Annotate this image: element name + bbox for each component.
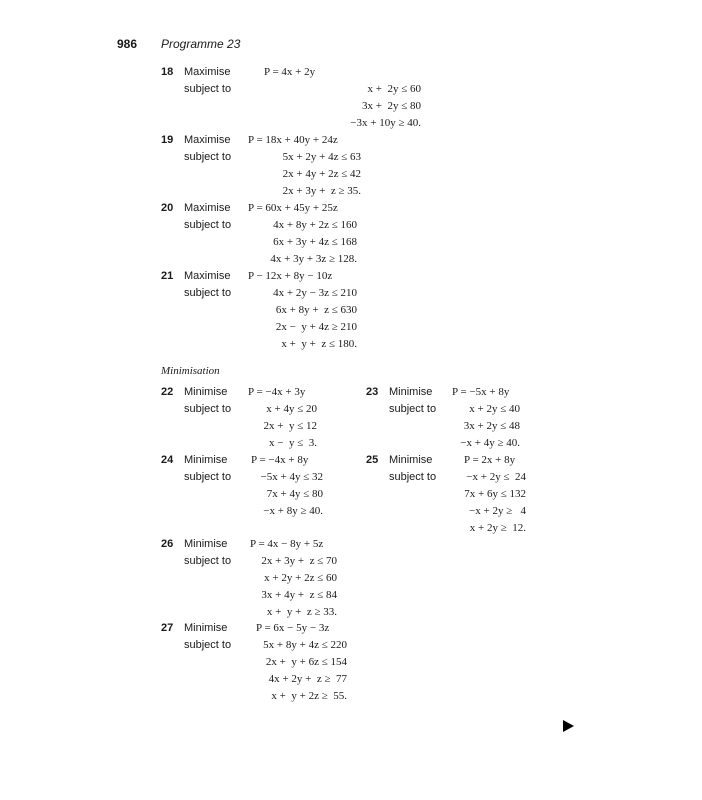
- problem-26: [161, 536, 381, 624]
- problem-number: 20: [161, 202, 174, 214]
- subject-to-label: subject to: [184, 639, 232, 651]
- constraint: x − y ≤ 3.: [269, 437, 317, 449]
- problem-number: 26: [161, 538, 174, 550]
- constraint: x + 2y ≤ 60: [367, 83, 421, 95]
- objective-function: P = 4x + 2y: [264, 66, 316, 78]
- problem-23: [366, 384, 566, 454]
- running-head: Programme 23: [161, 37, 241, 51]
- problem-25: [366, 452, 566, 540]
- constraint: 5x + 2y + 4z ≤ 63: [282, 151, 361, 163]
- constraint: 6x + 3y + 4z ≤ 168: [273, 236, 357, 248]
- constraint: −3x + 10y ≥ 40.: [350, 117, 421, 129]
- objective-keyword: Maximise: [184, 66, 231, 78]
- page-number: 986: [117, 37, 138, 51]
- objective-function: P − 12x + 8y − 10z: [248, 270, 333, 282]
- objective-keyword: Maximise: [184, 202, 231, 214]
- constraint: 7x + 4y ≤ 80: [266, 488, 323, 500]
- problem-21: [161, 268, 401, 356]
- subject-to-label: subject to: [184, 555, 232, 567]
- problem-number: 27: [161, 622, 174, 634]
- constraint: 7x + 6y ≤ 132: [464, 488, 526, 500]
- constraint: 2x + 3y + z ≥ 35.: [282, 185, 361, 197]
- subject-to-label: subject to: [389, 471, 437, 483]
- constraint: 4x + 3y + 3z ≥ 128.: [270, 253, 357, 265]
- next-page-arrow-icon: [563, 720, 574, 732]
- constraint: −5x + 4y ≤ 32: [260, 471, 323, 483]
- objective-function: P = 4x − 8y + 5z: [250, 538, 324, 550]
- subject-to-label: subject to: [184, 219, 232, 231]
- problem-number: 22: [161, 386, 174, 398]
- constraint: 4x + 2y − 3z ≤ 210: [273, 287, 357, 299]
- constraint: 2x + 3y + z ≤ 70: [261, 555, 337, 567]
- constraint: 6x + 8y + z ≤ 630: [275, 304, 357, 316]
- problem-number: 19: [161, 134, 174, 146]
- objective-keyword: Minimise: [184, 622, 228, 634]
- objective-keyword: Minimise: [389, 386, 433, 398]
- section-heading: Minimisation: [161, 365, 220, 377]
- constraint: x + 2y + 2z ≤ 60: [264, 572, 337, 584]
- problem-number: 24: [161, 454, 174, 466]
- constraint: 2x − y + 4z ≥ 210: [275, 321, 357, 333]
- subject-to-label: subject to: [184, 151, 232, 163]
- objective-keyword: Minimise: [389, 454, 433, 466]
- subject-to-label: subject to: [184, 83, 232, 95]
- objective-function: P = 2x + 8y: [464, 454, 516, 466]
- objective-function: P = −5x + 8y: [452, 386, 510, 398]
- objective-function: P = −4x + 8y: [251, 454, 309, 466]
- problem-20: [161, 200, 401, 270]
- problem-number: 18: [161, 66, 174, 78]
- constraint: x + 2y ≥ 12.: [469, 522, 526, 534]
- constraint: 2x + 4y + 2z ≤ 42: [282, 168, 361, 180]
- constraint: −x + 2y ≥ 4: [469, 505, 526, 517]
- problem-24: [161, 452, 361, 522]
- subject-to-label: subject to: [389, 403, 437, 415]
- problem-number: 25: [366, 454, 379, 466]
- constraint: 3x + 2y ≤ 48: [463, 420, 520, 432]
- constraint: −x + 4y ≥ 40.: [460, 437, 520, 449]
- subject-to-label: subject to: [184, 471, 232, 483]
- objective-keyword: Maximise: [184, 270, 231, 282]
- objective-function: P = 60x + 45y + 25z: [248, 202, 338, 214]
- problem-number: 23: [366, 386, 379, 398]
- constraint: x + y + z ≤ 180.: [281, 338, 357, 350]
- problem-27: [161, 620, 381, 708]
- constraint: 2x + y ≤ 12: [263, 420, 317, 432]
- problem-22: [161, 384, 361, 454]
- objective-keyword: Minimise: [184, 454, 228, 466]
- constraint: 3x + 4y + z ≤ 84: [261, 589, 337, 601]
- constraint: x + y + 2z ≥ 55.: [271, 690, 347, 702]
- constraint: −x + 8y ≥ 40.: [263, 505, 323, 517]
- constraint: 4x + 8y + 2z ≤ 160: [273, 219, 357, 231]
- constraint: 5x + 8y + 4z ≤ 220: [263, 639, 347, 651]
- subject-to-label: subject to: [184, 403, 232, 415]
- constraint: x + y + z ≥ 33.: [266, 606, 337, 618]
- objective-keyword: Minimise: [184, 538, 228, 550]
- problem-18: [161, 64, 421, 134]
- problem-19: [161, 132, 401, 202]
- objective-function: P = −4x + 3y: [248, 386, 306, 398]
- constraint: 4x + 2y + z ≥ 77: [268, 673, 347, 685]
- constraint: x + 2y ≤ 40: [469, 403, 520, 415]
- subject-to-label: subject to: [184, 287, 232, 299]
- objective-keyword: Maximise: [184, 134, 231, 146]
- problem-number: 21: [161, 270, 174, 282]
- constraint: x + 4y ≤ 20: [266, 403, 317, 415]
- objective-keyword: Minimise: [184, 386, 228, 398]
- objective-function: P = 6x − 5y − 3z: [256, 622, 330, 634]
- objective-function: P = 18x + 40y + 24z: [248, 134, 338, 146]
- constraint: 2x + y + 6z ≤ 154: [265, 656, 347, 668]
- constraint: 3x + 2y ≤ 80: [362, 100, 421, 112]
- constraint: −x + 2y ≤ 24: [466, 471, 526, 483]
